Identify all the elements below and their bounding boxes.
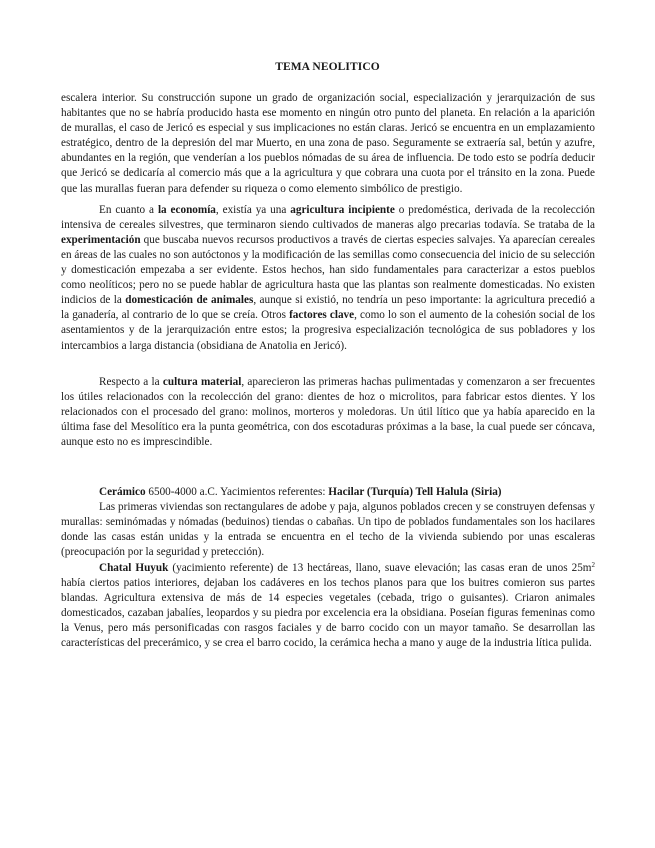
text-run: , existía ya una [215, 203, 291, 216]
text-run: En cuanto a [99, 203, 158, 216]
superscript: 2 [591, 560, 595, 569]
bold-term-experimentacion: experimentación [61, 233, 141, 246]
bold-term-cultura-material: cultura material [162, 375, 242, 388]
bold-term-factores-clave: factores clave [289, 309, 355, 322]
page-title: TEMA NEOLITICO [275, 61, 380, 73]
text-run: 6500-4000 a.C. Yacimientos referentes: [145, 486, 329, 499]
bold-term-yacimientos: Hacilar (Turquía) Tell Halula (Siria) [328, 486, 502, 499]
text-run: , aparecieron las primeras hachas pulimentadas y comenzaron a ser frecuentes los útiles relacionados con la recolección del grano: dientes de hoz o microlitos, para fabricar estos dientes. Y los relacionados con el procesado del grano: molinos, morteros y moledoras. Un útil lítico que ya había aparecido en la última fase del Mesolítico era la punta geométrica, con dos escotaduras próximas a la base, la cual puede ser cóncava, aunque esto no es imprescindible. [61, 375, 595, 448]
bold-term-domesticacion: domesticación de animales [125, 294, 254, 307]
bold-term-agricultura: agricultura incipiente [290, 203, 395, 216]
paragraph-cultura-material [61, 375, 595, 450]
paragraph-economia [61, 203, 595, 354]
paragraph-chatal-huyuk [61, 561, 595, 652]
paragraph-jerico: escalera interior. Su construcción supone un grado de organización social, especialización y jerarquización de sus habitantes que no se habría producido hasta ese momento en ningún otro punto del planeta. En relación a la aparición de murallas, el caso de Jericó es especial y sus implicaciones no están claras. Jericó se encuentra en un emplazamiento estratégico, dentro de la depresión del mar Muerto, en una zona de paso. Seguramente se extraería sal, betún y azufre, abundantes en la región, que venderían a los pueblos nómadas de su área de influencia. De todo esto se podría deducir que Jericó se dedicaría al comercio más que a la agricultura y que cobrara una cuota por el tránsito en la zona. Puede que las murallas fueran para defender su riqueza o como elemento simbólico de prestigio. [61, 92, 595, 195]
bold-term-chatal-huyuk: Chatal Huyuk [99, 561, 169, 574]
text-run: , como lo son el aumento de la cohesión social de los asentamientos y de la jerarquización entre estos; la progresiva especialización tecnológica de sus pobladores y los intercambios a larga distancia (obsidiana de Anatolia en Jericó). [61, 309, 595, 352]
text-run: había ciertos patios interiores, dejaban los cadáveres en los techos planos para que los buitres comieron sus partes blandas. Agricultura extensiva de más de 14 especies vegetales (cebada, trigo o guisantes). Criaron animales domesticados, cazaban jabalíes, leopardos y su piedra por excelencia era la obsidiana. Poseían figuras femeninas como la Venus, pero más personificadas con rasgos faciales y de barro cocido con un mayor tamaño. Se desarrollan las características del precerámico, y se crea el barro cocido, la cerámica hecha a mano y auge de la industria lítica pulida. [61, 576, 595, 649]
text-run: Respecto a la [99, 375, 163, 388]
text-run: o predoméstica, derivada de la recolección intensiva de cereales silvestres, que terminaron siendo cultivados de maneras algo precarias todavía. Se trataba de la [61, 203, 595, 231]
text-run: que buscaba nuevos recursos productivos a través de ciertas especies salvajes. Ya aparecían cereales en áreas de las cuales no son autóctonos y la modificación de las semillas como consecuencia del inicio de su selección y domesticación empezaba a ser evidente. Estos hechos, han sido fundamentales para caracterizar a estos pueblos como neolíticos; pero no se puede hablar de agricultura hasta que las plantas son realmente domesticadas. No existen indicios de la [61, 233, 595, 307]
bold-term-economia: la economía [157, 203, 216, 216]
document-body [61, 91, 595, 651]
bold-term-ceramico: Cerámico [99, 486, 146, 499]
section-heading-ceramico [61, 485, 595, 500]
text-run: , aunque si existió, no tendría un peso importante: la agricultura precedió a la ganadería, al contrario de lo que se creía. Otros [61, 294, 595, 322]
text-run: (yacimiento referente) de 13 hectáreas, llano, suave elevación; las casas eran de unos 25m [168, 561, 592, 574]
paragraph-ceramico: Las primeras viviendas son rectangulares de adobe y paja, algunos poblados crecen y se construyen defensas y murallas: seminómadas y nómadas (beduinos) tiendas o cabañas. Un tipo de poblados fundamentales son los hacilares donde las casas están unidas y la entrada se encuentra en el techo de la vivienda subiendo por unas escaleras (preocupación por la seguridad y pretección). [61, 501, 595, 559]
